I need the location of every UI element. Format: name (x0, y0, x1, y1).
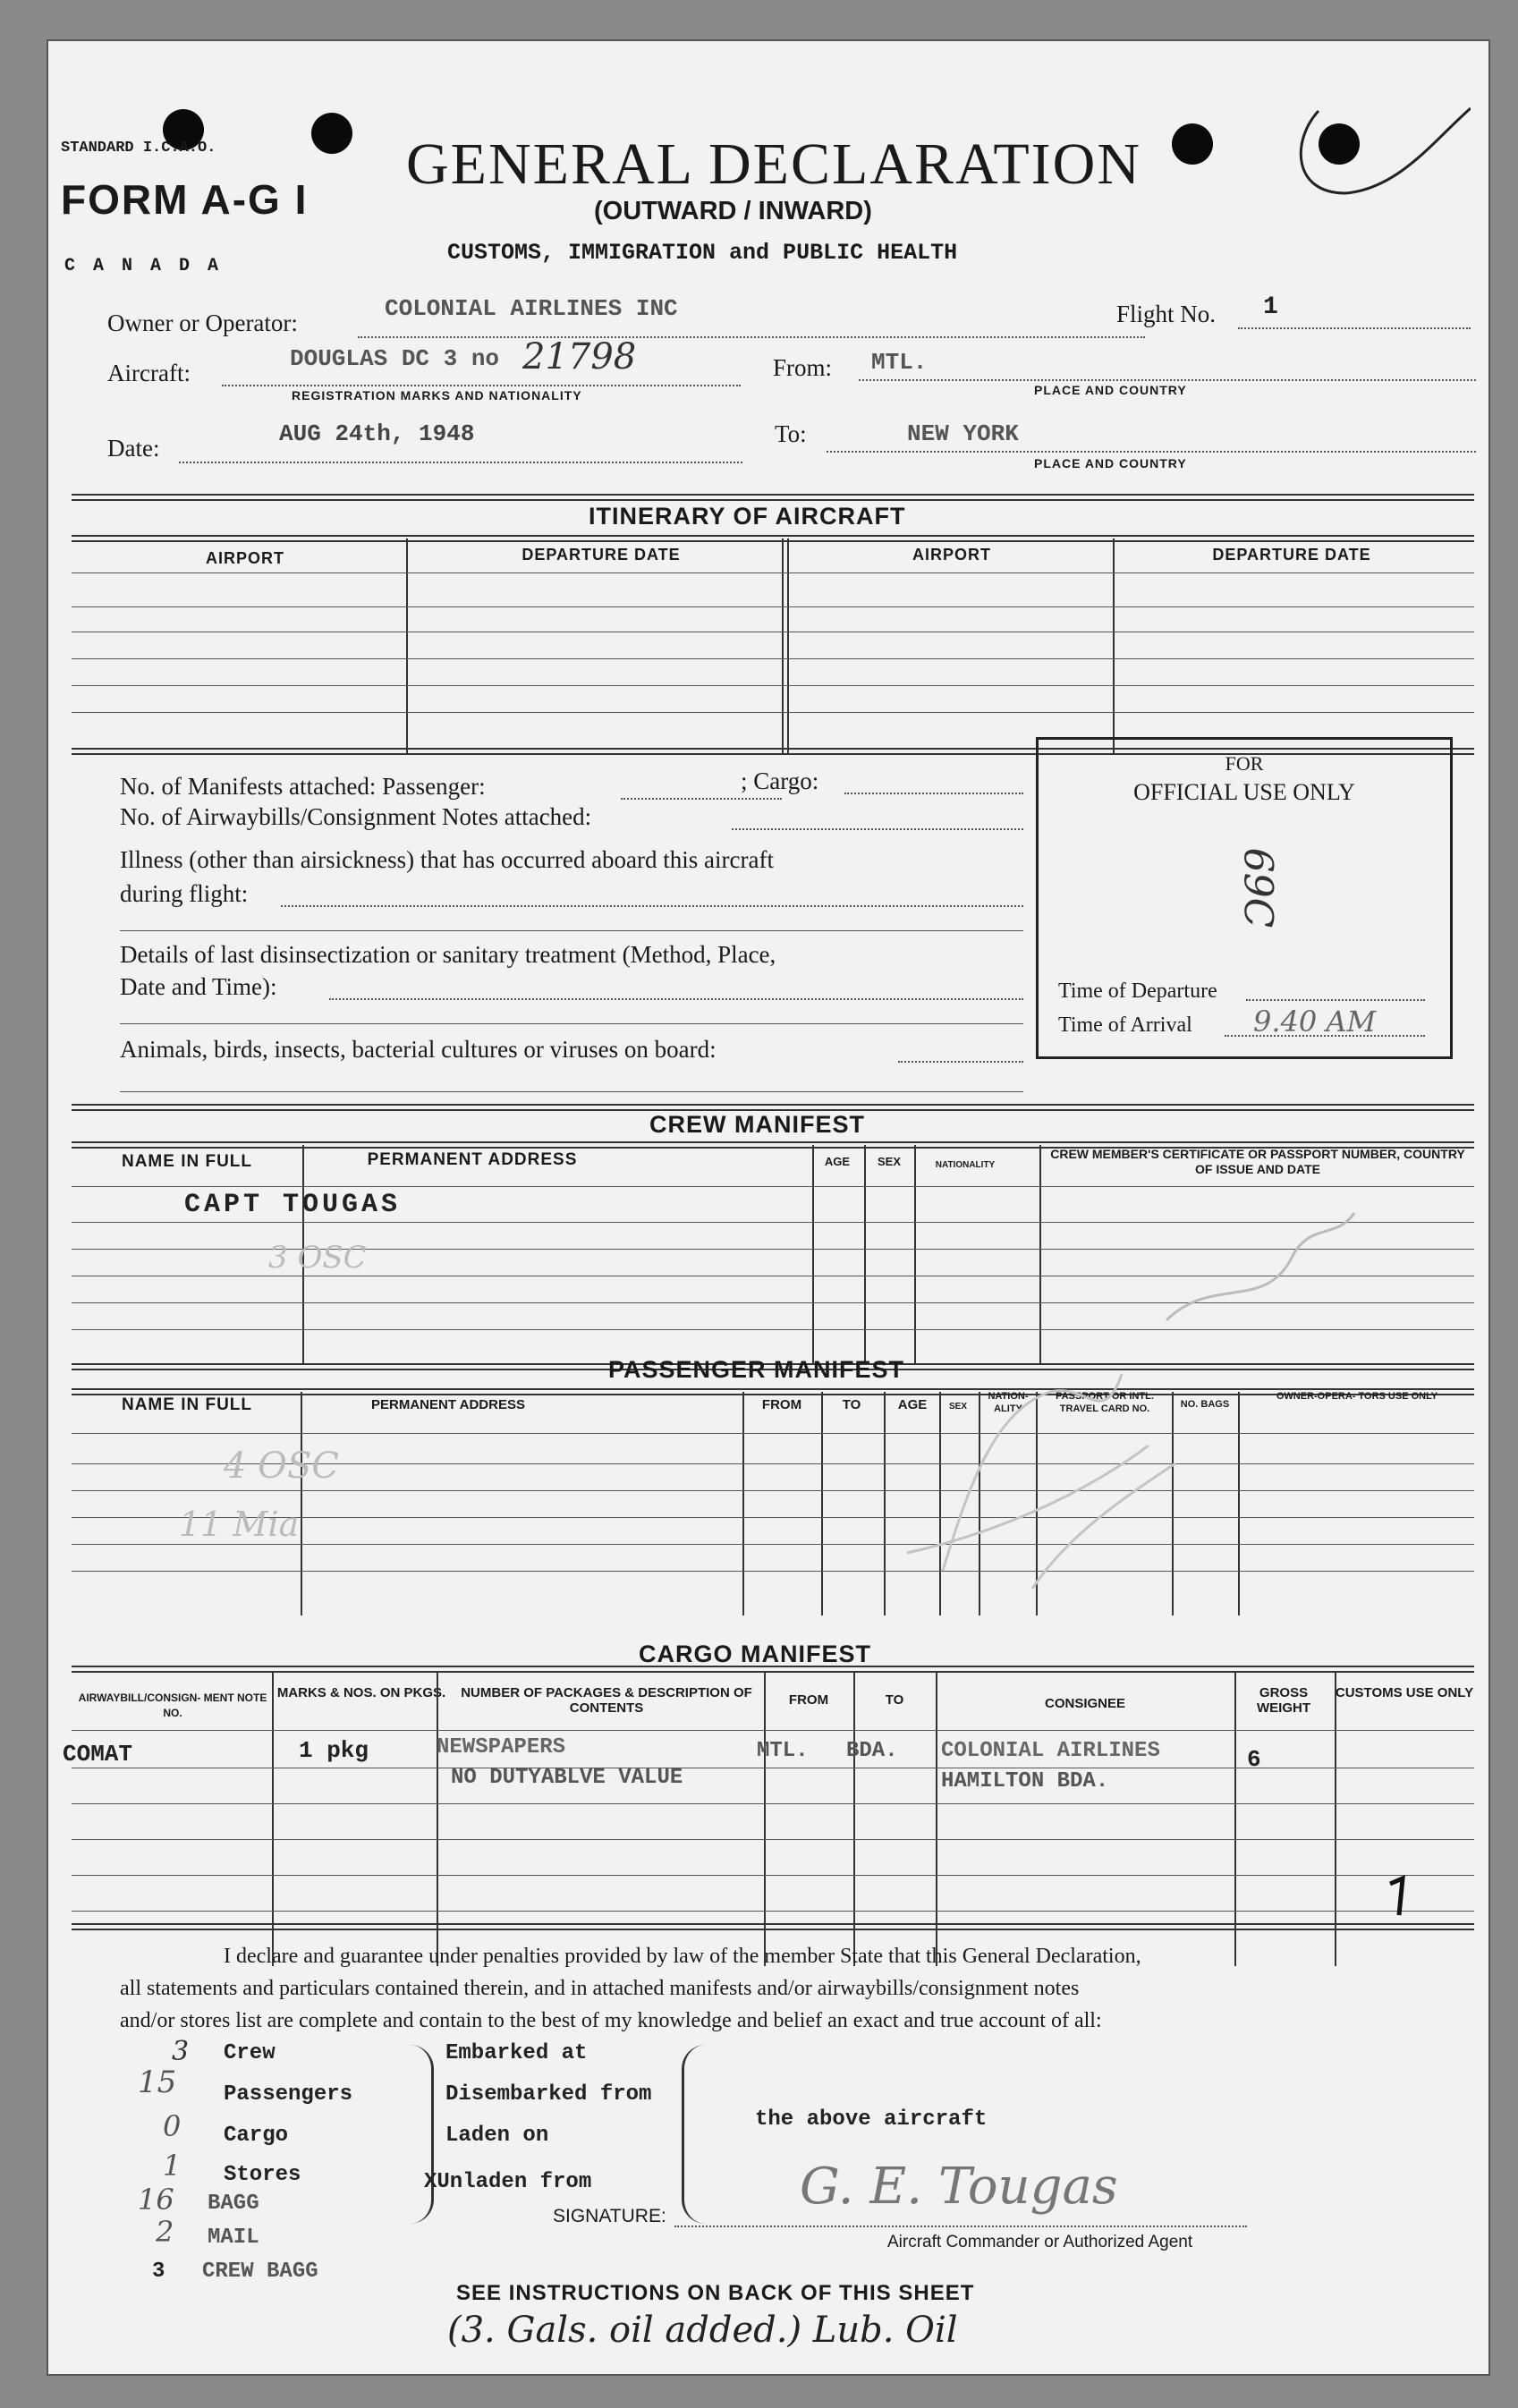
count-label: MAIL (208, 2226, 259, 2250)
cargo-from: MTL. (757, 1739, 809, 1763)
crew-scribble (1158, 1204, 1372, 1329)
cargo-col-customs: CUSTOMS USE ONLY (1335, 1685, 1474, 1700)
count-number: 0 (163, 2109, 182, 2143)
official-title: OFFICIAL USE ONLY (1133, 779, 1355, 805)
airwaybills-label: No. of Airwaybills/Consignment Notes attached: (120, 803, 592, 830)
aircraft-number: 21798 (522, 336, 637, 377)
passenger-scribble (853, 1356, 1229, 1598)
cargo-consignee: HAMILTON BDA. (941, 1769, 1109, 1793)
count-number: 2 (156, 2215, 174, 2249)
signer-caption: Aircraft Commander or Authorized Agent (887, 2233, 1193, 2251)
passenger-col-owner: OWNER-OPERA- TORS USE ONLY (1276, 1391, 1438, 1402)
cargo-marks: 1 pkg (299, 1737, 369, 1764)
passenger-col-age: AGE (897, 1397, 928, 1412)
to-label: To: (775, 420, 807, 447)
count-label: Passengers (224, 2082, 353, 2107)
owner-label: Owner or Operator: (107, 309, 298, 336)
passenger-annotation: 4 OSC (224, 1446, 339, 1487)
signature-value: G. E. Tougas (800, 2158, 1118, 2216)
aircraft-label: Aircraft: (107, 360, 191, 386)
passenger-title: PASSENGER MANIFEST (608, 1356, 905, 1383)
passenger-col-address: PERMANENT ADDRESS (371, 1397, 525, 1412)
itinerary-col-airport: AIRPORT (912, 546, 991, 564)
owner-value: COLONIAL AIRLINES INC (385, 295, 678, 322)
cargo-col-from: FROM (788, 1692, 829, 1708)
crew-col-address: PERMANENT ADDRESS (367, 1150, 578, 1169)
disinsect-label-cont: Date and Time): (120, 973, 277, 1000)
crew-col-sex: SEX (877, 1155, 901, 1168)
subtitle: CUSTOMS, IMMIGRATION and PUBLIC HEALTH (447, 240, 958, 266)
cargo-col-description: NUMBER OF PACKAGES & DESCRIPTION OF CONTENTS (461, 1685, 752, 1716)
passenger-col-bags: NO. BAGS (1180, 1399, 1230, 1410)
instructions-note: SEE INSTRUCTIONS ON BACK OF THIS SHEET (456, 2281, 975, 2305)
count-label: CREW BAGG (202, 2260, 318, 2284)
passenger-col-passport: PASSPORT OR INTL. TRAVEL CARD NO. (1056, 1391, 1154, 1414)
cargo-weight: 6 (1247, 1746, 1261, 1773)
itinerary-title: ITINERARY OF AIRCRAFT (589, 503, 906, 530)
count-label: Cargo (224, 2124, 289, 2148)
place-country-caption: PLACE AND COUNTRY (1034, 456, 1187, 471)
passenger-col-sex: SEX (948, 1402, 967, 1412)
declaration-form (47, 39, 1490, 2376)
passenger-col-nationality: NATION- ALITY (988, 1391, 1029, 1414)
cargo-to: BDA. (846, 1739, 898, 1763)
count-number: 3 (172, 2036, 190, 2067)
flight-value: 1 (1263, 293, 1278, 321)
cargo-col-weight: GROSS WEIGHT (1257, 1685, 1310, 1716)
declaration-text: I declare and guarantee under penalties provided by law of the member State that this General Declaration, (224, 1945, 1141, 1968)
count-number: 1 (163, 2149, 182, 2183)
passenger-annotation: 11 Mia (179, 1505, 300, 1544)
check-mark-icon (1256, 104, 1471, 211)
passenger-col-to: TO (842, 1397, 861, 1412)
cargo-col-to: TO (885, 1692, 904, 1708)
cargo-col-airwaybill: AIRWAYBILL/CONSIGN- MENT NOTE NO. (78, 1692, 267, 1719)
cargo-col-marks: MARKS & NOS. ON PKGS. (276, 1685, 446, 1700)
crew-col-age: AGE (824, 1155, 851, 1168)
itinerary-col-airport: AIRPORT (206, 549, 284, 567)
illness-label: Illness (other than airsickness) that has occurred aboard this aircraft (120, 846, 774, 873)
cargo-description: NEWSPAPERS (437, 1735, 566, 1759)
cargo-airwaybill: COMAT (63, 1741, 133, 1768)
crew-title: CREW MANIFEST (649, 1111, 865, 1138)
cargo-consignee: COLONIAL AIRLINES (941, 1739, 1160, 1763)
itinerary-col-departure: DEPARTURE DATE (522, 546, 681, 564)
place-country-caption: PLACE AND COUNTRY (1034, 383, 1187, 397)
count-number: 16 (138, 2183, 174, 2217)
cargo-description: NO DUTYABLVE VALUE (451, 1766, 683, 1790)
handwritten-footnote: (3. Gals. oil added.) Lub. Oil (447, 2310, 958, 2351)
passenger-col-name: NAME IN FULL (121, 1395, 253, 1414)
date-value: AUG 24th, 1948 (279, 420, 475, 447)
animals-label: Animals, birds, insects, bacterial cultures or viruses on board: (120, 1036, 717, 1063)
official-mark: 69C (1234, 847, 1281, 928)
action-embarked: Embarked at (445, 2041, 588, 2065)
official-for: FOR (1225, 752, 1264, 775)
from-label: From: (773, 354, 833, 381)
form-number: FORM A-G I (61, 176, 309, 223)
declaration-text: all statements and particulars contained therein, and in attached manifests and/or airwaybills/consignment notes (120, 1977, 1080, 2000)
passenger-col-from: FROM (761, 1397, 802, 1412)
cargo-col-consignee: CONSIGNEE (1044, 1696, 1125, 1711)
aircraft-value: DOUGLAS DC 3 no (290, 345, 500, 372)
punch-hole (311, 113, 352, 154)
count-number: 15 (138, 2065, 177, 2100)
bracket (682, 2045, 706, 2224)
crew-col-name: NAME IN FULL (121, 1152, 253, 1171)
action-laden: Laden on (445, 2124, 549, 2148)
count-label: Crew (224, 2041, 276, 2065)
bracket (410, 2045, 434, 2224)
country-label: C A N A D A (64, 256, 223, 276)
disinsect-label: Details of last disinsectization or sanitary treatment (Method, Place, (120, 941, 776, 968)
punch-hole (1172, 123, 1213, 165)
above-aircraft-label: the above aircraft (755, 2107, 988, 2132)
signature-label: SIGNATURE: (553, 2206, 666, 2226)
official-use-box (1036, 737, 1453, 1059)
declaration-text: and/or stores list are complete and contain to the best of my knowledge and belief an exact and true account of all: (120, 2009, 1102, 2032)
to-value: NEW YORK (907, 420, 1019, 447)
flight-label: Flight No. (1116, 301, 1217, 327)
registration-caption: REGISTRATION MARKS AND NATIONALITY (292, 388, 582, 403)
cargo-count-label: ; Cargo: (741, 767, 819, 794)
crew-annotation: 3 OSC (268, 1240, 367, 1276)
illness-label-cont: during flight: (120, 880, 249, 907)
page-title: GENERAL DECLARATION (406, 131, 1141, 197)
manifests-attached-label: No. of Manifests attached: Passenger: (120, 773, 486, 800)
from-value: MTL. (871, 349, 928, 376)
arrival-time-value: 9.40 AM (1253, 1005, 1377, 1039)
action-disembarked: Disembarked from (445, 2082, 652, 2107)
date-label: Date: (107, 435, 160, 462)
tick-mark-icon (1381, 1866, 1417, 1920)
crew-col-nationality: NATIONALITY (935, 1160, 996, 1170)
direction-label: (OUTWARD / INWARD) (594, 197, 872, 225)
itinerary-col-departure: DEPARTURE DATE (1212, 546, 1371, 564)
arrival-time-label: Time of Arrival (1058, 1013, 1192, 1037)
crew-col-certificate: CREW MEMBER'S CERTIFICATE OR PASSPORT NUMBER, COUNTRY OF ISSUE AND DATE (1050, 1147, 1465, 1176)
count-number: 3 (152, 2260, 165, 2284)
crew-entry-name: CAPT TOUGAS (184, 1190, 402, 1220)
standard-label: STANDARD I.C.A.O. (61, 140, 216, 157)
count-label: Stores (224, 2163, 301, 2187)
action-unladen: XUnladen from (424, 2170, 592, 2194)
departure-time-label: Time of Departure (1058, 979, 1217, 1003)
count-label: BAGG (208, 2192, 259, 2216)
cargo-title: CARGO MANIFEST (639, 1641, 871, 1667)
